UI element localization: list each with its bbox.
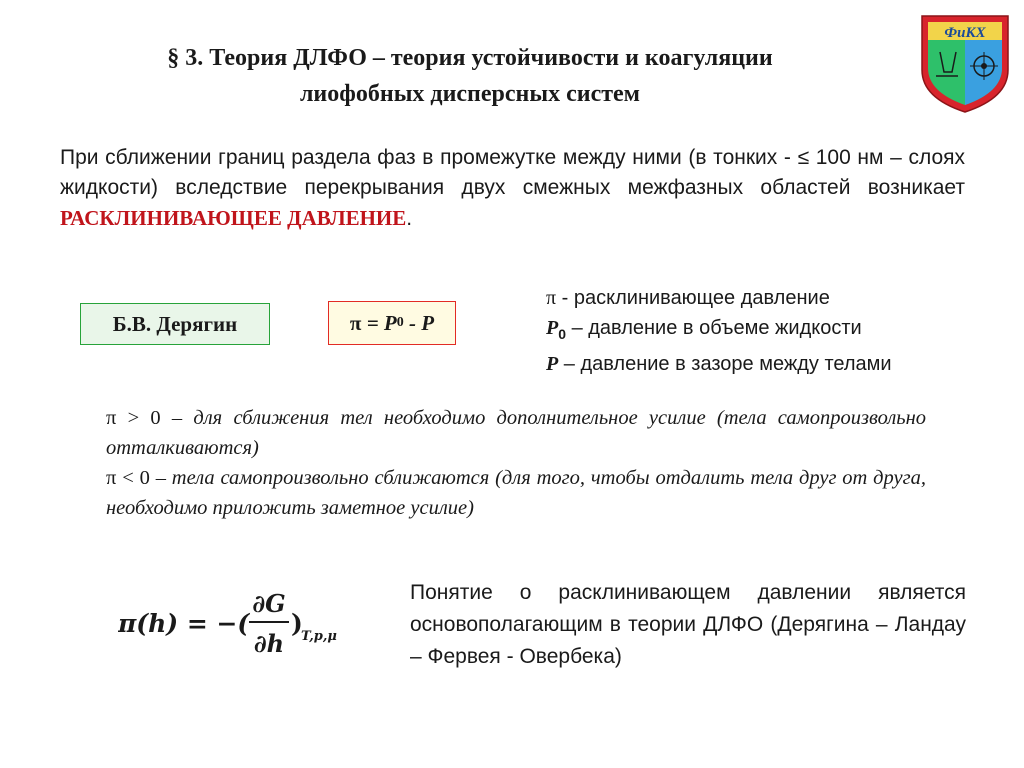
logo-text: ФиКХ bbox=[944, 25, 986, 41]
legend-symbol: P bbox=[546, 317, 559, 339]
page-title bbox=[100, 40, 840, 112]
legend-symbol: P bbox=[546, 353, 559, 375]
eq-pi: π bbox=[349, 310, 362, 335]
faculty-logo bbox=[918, 10, 1012, 114]
cond-pi: π bbox=[106, 407, 117, 429]
formula-numerator: ∂G bbox=[252, 589, 286, 618]
legend-item bbox=[546, 313, 966, 349]
formula-lhs: π(h) = −( bbox=[118, 609, 250, 638]
legend-text: – давление в объеме жидкости bbox=[566, 317, 862, 339]
pressure-equation-box bbox=[328, 301, 456, 345]
intro-end: . bbox=[406, 207, 413, 230]
condition-negative bbox=[106, 463, 926, 523]
formula-denominator: ∂h bbox=[253, 629, 285, 658]
legend-item bbox=[546, 283, 966, 313]
formula-rhs: ) bbox=[291, 609, 303, 638]
concept-text: Понятие о расклинивающем давлении является основополагающим в теории ДЛФО (Дерягина – Ландау – Фервея - Овербека) bbox=[410, 581, 966, 668]
cond-pi: π bbox=[106, 467, 117, 489]
title-line-2: лиофобных дисперсных систем bbox=[299, 81, 641, 107]
cond-op: > 0 – bbox=[116, 407, 194, 429]
legend-item bbox=[546, 349, 966, 379]
intro-text: При сближении границ раздела фаз в промежутке между ними (в тонких - ≤ 100 нм – слоях жидкости) вследствие перекрывания двух смежных межфазных областей возникает bbox=[60, 146, 965, 199]
concept-paragraph bbox=[410, 577, 966, 673]
title-line-1: § 3. Теория ДЛФО – теория устойчивости и коагуляции bbox=[167, 45, 773, 71]
eq-sub: 0 bbox=[396, 315, 404, 330]
cond-op: < 0 – bbox=[116, 467, 172, 489]
deryagin-box bbox=[80, 303, 270, 345]
eq-rest: - P bbox=[403, 310, 435, 335]
eq-equals: = bbox=[361, 310, 384, 335]
cond-text: тела самопроизвольно сближаются (для того, чтобы отдалить тела друг от друга, необходимо приложить заметное усилие) bbox=[106, 467, 927, 519]
intro-paragraph bbox=[60, 143, 965, 234]
condition-positive bbox=[106, 403, 926, 463]
legend-text: – давление в зазоре между телами bbox=[558, 353, 892, 375]
disjoining-pressure-term: РАСКЛИНИВАЮЩЕЕ ДАВЛЕНИЕ bbox=[60, 206, 407, 230]
legend-symbol: π bbox=[546, 287, 557, 309]
eq-p: P bbox=[383, 310, 397, 335]
sign-conditions bbox=[106, 403, 926, 523]
formula-subscript: T,p,μ bbox=[301, 629, 337, 644]
cond-text: для сближения тел необходимо дополнительное усилие (тела самопроизвольно отталкиваются) bbox=[106, 407, 927, 459]
legend-sub: 0 bbox=[558, 326, 567, 342]
disjoining-pressure-formula bbox=[118, 582, 368, 662]
legend-text: - расклинивающее давление bbox=[556, 287, 830, 309]
deryagin-label: Б.В. Дерягин bbox=[112, 311, 238, 336]
symbol-legend bbox=[546, 283, 966, 379]
